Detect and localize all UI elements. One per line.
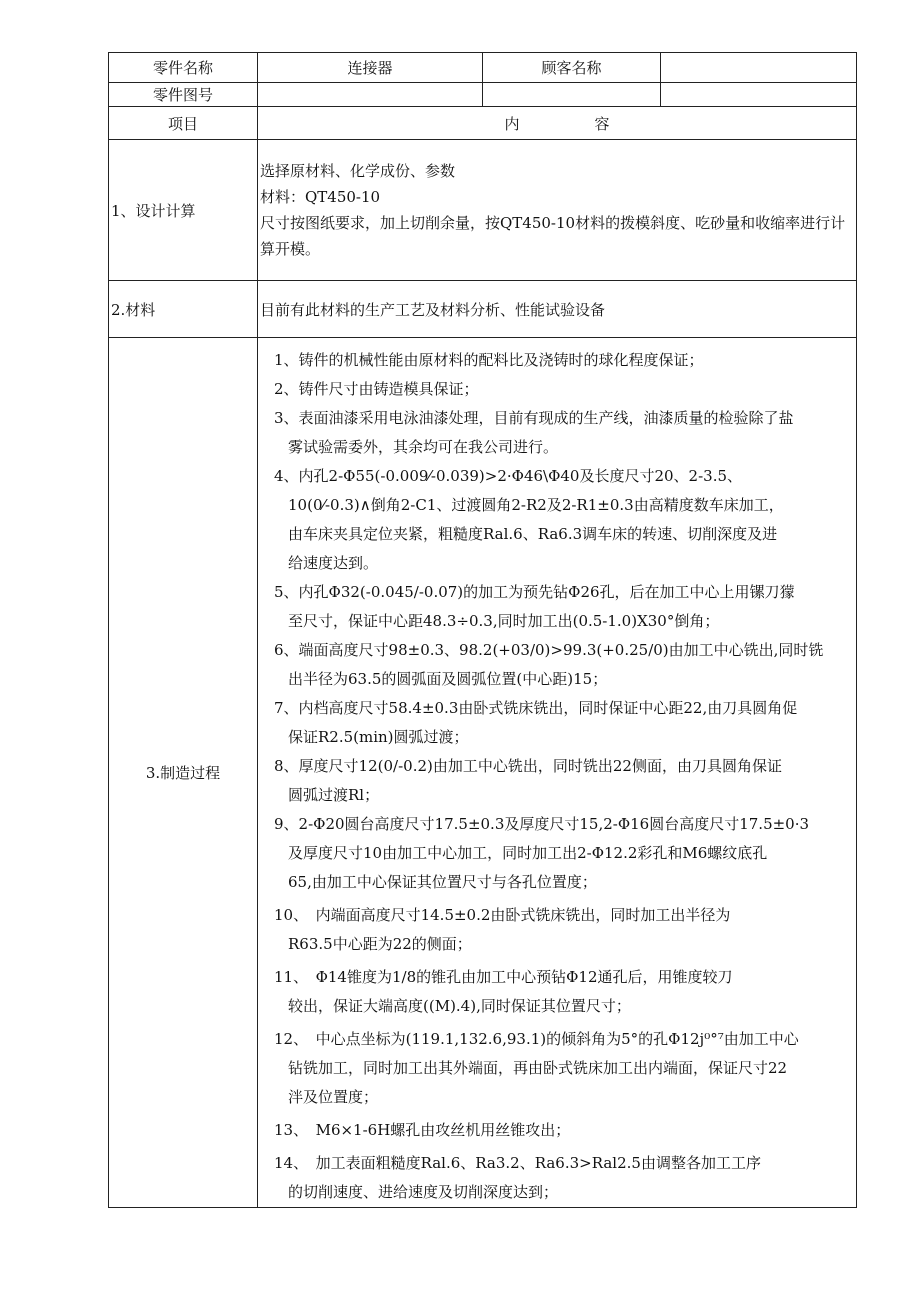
process-step-line: 65,由加工中心保证其位置尺寸与各孔位置度； bbox=[288, 873, 597, 891]
content-column-header bbox=[258, 107, 857, 140]
process-step-line: 9、2-Φ20圆台高度尺寸17.5±0.3及厚度尺寸15,2-Φ16圆台高度尺寸17.5±0·3 bbox=[274, 815, 810, 833]
material-content: 目前有此材料的生产工艺及材料分析、性能试验设备 bbox=[258, 281, 857, 338]
process-step-line: 泮及位置度； bbox=[288, 1088, 379, 1106]
item-column-header: 项目 bbox=[109, 107, 258, 140]
process-step bbox=[262, 578, 852, 636]
manufacturing-row bbox=[109, 338, 857, 1208]
design-row bbox=[109, 140, 857, 281]
process-step-line: 保证R2.5(min)圆弧过渡； bbox=[288, 728, 469, 746]
process-step bbox=[262, 462, 852, 578]
process-step-line: 5、内孔Φ32(-0.045/-0.07)的加工为预先钻Φ26孔，后在加工中心上用镙刀獴 bbox=[274, 583, 795, 601]
design-content bbox=[258, 140, 857, 281]
material-row bbox=[109, 281, 857, 338]
part-name-value: 连接器 bbox=[258, 53, 483, 83]
header-row-part-name bbox=[109, 53, 857, 83]
process-step bbox=[262, 346, 852, 375]
process-step-line: 14、 加工表面粗糙度Ral.6、Ra3.2、Ra6.3>Ral2.5由调整各加工工序 bbox=[274, 1154, 761, 1172]
process-step-line: 2、铸件尺寸由铸造模具保证； bbox=[274, 380, 479, 398]
process-step-line: 7、内档高度尺寸58.4±0.3由卧式铣床铣出，同时保证中心距22,由刀具圆角促 bbox=[274, 699, 798, 717]
process-step-line: 4、内孔2-Φ55(-0.009⁄-0.039)>2·Φ46\Φ40及长度尺寸20、2-3.5、 bbox=[274, 467, 743, 485]
drawing-no-empty-2 bbox=[661, 83, 857, 107]
process-step bbox=[262, 636, 852, 694]
process-step-line: 出半径为63.5的圆弧面及圆弧位置(中心距)15； bbox=[288, 670, 608, 688]
customer-value bbox=[661, 53, 857, 83]
header-row-drawing-no bbox=[109, 83, 857, 107]
process-step-line: 钻铣加工，同时加工出其外端面，再由卧式铣床加工出内端面，保证尺寸22 bbox=[288, 1059, 788, 1077]
process-step-line: 圆弧过渡Rl； bbox=[288, 786, 380, 804]
process-step-line: R63.5中心距为22的侧面； bbox=[288, 935, 472, 953]
process-step bbox=[262, 810, 852, 897]
process-step-line: 较出，保证大端高度((M).4),同时保证其位置尺寸； bbox=[288, 997, 631, 1015]
manufacturing-content bbox=[258, 338, 857, 1208]
process-step-line: 雾试验需委外，其余均可在我公司进行。 bbox=[288, 438, 559, 456]
material-label: 2.材料 bbox=[109, 281, 258, 338]
process-step bbox=[262, 752, 852, 810]
drawing-no-empty-1 bbox=[483, 83, 661, 107]
process-step-line: 1、铸件的机械性能由原材料的配料比及浇铸时的球化程度保证； bbox=[274, 351, 704, 369]
process-step bbox=[262, 1025, 852, 1112]
process-table bbox=[108, 52, 857, 1208]
process-step bbox=[262, 404, 852, 462]
design-line: 材料：QT450-10 bbox=[260, 188, 381, 206]
header-row-columns bbox=[109, 107, 857, 140]
process-step-line: 由车床夹具定位夹紧，粗糙度Ral.6、Ra6.3调车床的转速、切削深度及进 bbox=[288, 525, 778, 543]
manufacturing-label: 3.制造过程 bbox=[109, 338, 258, 1208]
process-step-line: 12、 中心点坐标为(119.1,132.6,93.1)的倾斜角为5°的孔Φ12j⁰°⁷由加工中心 bbox=[274, 1030, 799, 1048]
design-line: 尺寸按图纸要求，加上切削余量，按QT450-10材料的拨模斜度、吃砂量和收缩率进行计算开模。 bbox=[260, 214, 846, 258]
process-step-line: 至尺寸，保证中心距48.3÷0.3,同时加工出(0.5-1.0)X30°倒角； bbox=[288, 612, 720, 630]
design-line: 选择原材料、化学成份、参数 bbox=[260, 162, 456, 180]
manufacturing-list bbox=[262, 346, 852, 1207]
customer-label: 顾客名称 bbox=[483, 53, 661, 83]
process-step-line: 给速度达到。 bbox=[288, 554, 379, 572]
process-step bbox=[262, 1149, 852, 1207]
process-step bbox=[262, 963, 852, 1021]
process-step-line: 的切削速度、进给速度及切削深度达到； bbox=[288, 1183, 559, 1201]
drawing-no-label: 零件图号 bbox=[109, 83, 258, 107]
process-step-line: 10(0⁄-0.3)∧倒角2-C1、过渡圆角2-R2及2-R1±0.3由高精度数车床加工， bbox=[288, 496, 784, 514]
process-step-line: 11、 Φ14锥度为1/8的锥孔由加工中心预钻Φ12通孔后，用锥度较刀 bbox=[274, 968, 733, 986]
process-step-line: 及厚度尺寸10由加工中心加工，同时加工出2-Φ12.2彩孔和M6螺纹底孔 bbox=[288, 844, 768, 862]
design-label: 1、设计计算 bbox=[109, 140, 258, 281]
drawing-no-value bbox=[258, 83, 483, 107]
process-step-line: 13、 M6×1-6H螺孔由攻丝机用丝锥攻出； bbox=[274, 1121, 571, 1139]
process-step bbox=[262, 694, 852, 752]
part-name-label: 零件名称 bbox=[109, 53, 258, 83]
process-step-line: 6、端面高度尺寸98±0.3、98.2(+03/0)>99.3(+0.25/0)由加工中心铣出,同时铣 bbox=[274, 641, 824, 659]
process-step-line: 8、厚度尺寸12(0/-0.2)由加工中心铣出，同时铣出22侧面，由刀具圆角保证 bbox=[274, 757, 782, 775]
content-header-text: 内 容 bbox=[504, 114, 610, 133]
process-step bbox=[262, 1116, 852, 1145]
process-step-line: 3、表面油漆采用电泳油漆处理，目前有现成的生产线，油漆质量的检验除了盐 bbox=[274, 409, 794, 427]
process-step-line: 10、 内端面高度尺寸14.5±0.2由卧式铣床铣出，同时加工出半径为 bbox=[274, 906, 731, 924]
process-step bbox=[262, 901, 852, 959]
process-step bbox=[262, 375, 852, 404]
